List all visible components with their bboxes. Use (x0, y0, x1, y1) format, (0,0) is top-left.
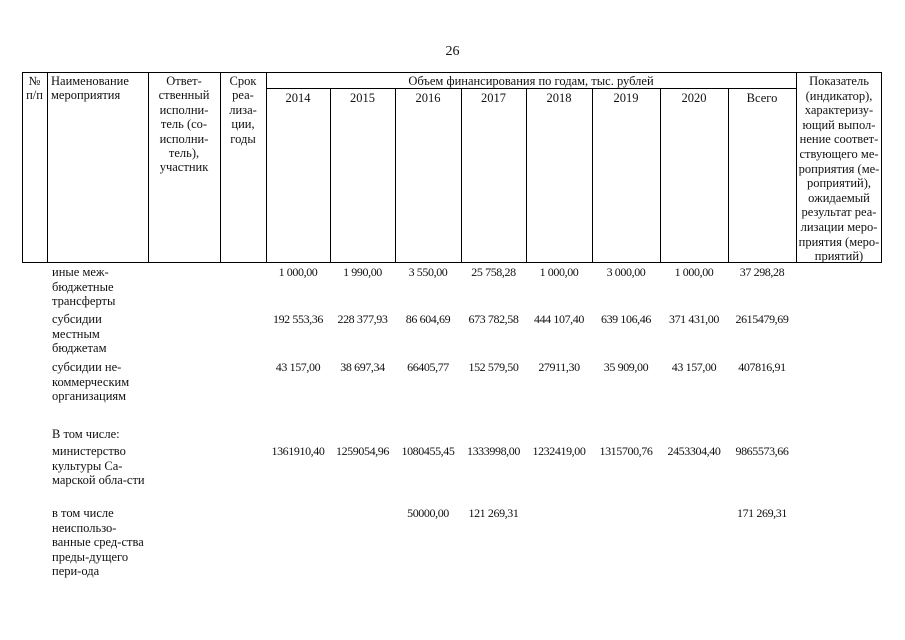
cell-value: 407816,91 (738, 360, 786, 374)
col-border (592, 88, 593, 263)
header-term: Срок реа-лиза-ции, годы (229, 74, 257, 146)
cell-value: 3 550,00 (408, 265, 448, 279)
cell-value: 1315700,76 (599, 444, 653, 458)
cell-value: 27911,30 (538, 360, 580, 374)
col-border (660, 88, 661, 263)
header-name: Наименование мероприятия (51, 74, 129, 103)
cell-value: 444 107,40 (533, 312, 584, 326)
cell-value: 1 000,00 (539, 265, 579, 279)
cell-value: 50000,00 (407, 506, 449, 520)
cell-value: 38 697,34 (340, 360, 385, 374)
cell-value: 1 000,00 (674, 265, 714, 279)
cell-value: 2453304,40 (667, 444, 721, 458)
cell-value: 171 269,31 (736, 506, 787, 520)
row-label-interbudget: иные меж-бюджетные трансферты (52, 265, 116, 309)
col-border (728, 88, 729, 263)
col-border (47, 72, 48, 263)
col-border (330, 88, 331, 263)
cell-value: 1333998,00 (466, 444, 520, 458)
row-label-including: В том числе: (52, 427, 120, 441)
col-border (220, 72, 221, 263)
table-top-border (22, 72, 882, 73)
year-2019: 2019 (613, 91, 639, 105)
cell-value: 1 990,00 (343, 265, 382, 279)
year-2020: 2020 (681, 91, 707, 105)
cell-value: 1080455,45 (401, 444, 455, 458)
year-2014: 2014 (285, 91, 311, 105)
col-border (148, 72, 149, 263)
cell-value: 35 909,00 (603, 360, 649, 374)
row-label-local-subsidies: субсидии местным бюджетам (52, 312, 107, 356)
cell-value: 639 106,46 (600, 312, 651, 326)
header-funding-title: Объем финансирования по годам, тыс. рублей (408, 74, 654, 88)
cell-value: 9865573,66 (735, 444, 789, 458)
header-indicator: Показатель (индикатор), характеризу-ющий выпол-нение соответ-ствующего ме-роприятия (ме-роприятий), ожидаемый результат реа-лизации меро-приятия (меро-приятий) (798, 74, 880, 264)
cell-value: 371 431,00 (668, 312, 719, 326)
year-2017: 2017 (481, 91, 506, 105)
year-2018: 2018 (546, 91, 572, 105)
col-border (461, 88, 462, 263)
cell-value: 37 298,28 (739, 265, 785, 279)
row-label-ministry: министерство культуры Са-марской обла-сти (52, 444, 145, 488)
header-bottom-border (22, 262, 882, 263)
page-number: 26 (445, 44, 460, 59)
cell-value: 1232419,00 (532, 444, 586, 458)
header-num: № п/п (26, 74, 43, 103)
col-border (796, 72, 797, 263)
row-label-unused-funds: в том числе неиспользо-ванные сред-ства преды-дущего пери-ода (52, 506, 144, 579)
cell-value: 3 000,00 (606, 265, 646, 279)
cell-value: 25 758,28 (471, 265, 516, 279)
year-total: Всего (746, 91, 778, 105)
cell-value: 43 157,00 (275, 360, 321, 374)
cell-value: 66405,77 (407, 360, 449, 374)
header-executor: Ответ-ственный исполни-тель (со-исполни-тель), участник (158, 74, 210, 175)
cell-value: 43 157,00 (671, 360, 717, 374)
cell-value: 673 782,58 (468, 312, 519, 326)
cell-value: 86 604,69 (405, 312, 451, 326)
col-border (395, 88, 396, 263)
cell-value: 192 553,36 (272, 312, 323, 326)
cell-value: 2615479,69 (735, 312, 789, 326)
col-border (881, 72, 882, 263)
cell-value: 1361910,40 (271, 444, 325, 458)
row-label-nonprofit-subsidies: субсидии не-коммерческим организациям (52, 360, 130, 404)
cell-value: 121 269,31 (468, 506, 519, 520)
cell-value: 1259054,96 (335, 444, 389, 458)
year-2015: 2015 (350, 91, 375, 105)
year-2016: 2016 (415, 91, 441, 105)
cell-value: 152 579,50 (468, 360, 519, 374)
cell-value: 1 000,00 (278, 265, 318, 279)
col-border (526, 88, 527, 263)
cell-value: 228 377,93 (337, 312, 388, 326)
